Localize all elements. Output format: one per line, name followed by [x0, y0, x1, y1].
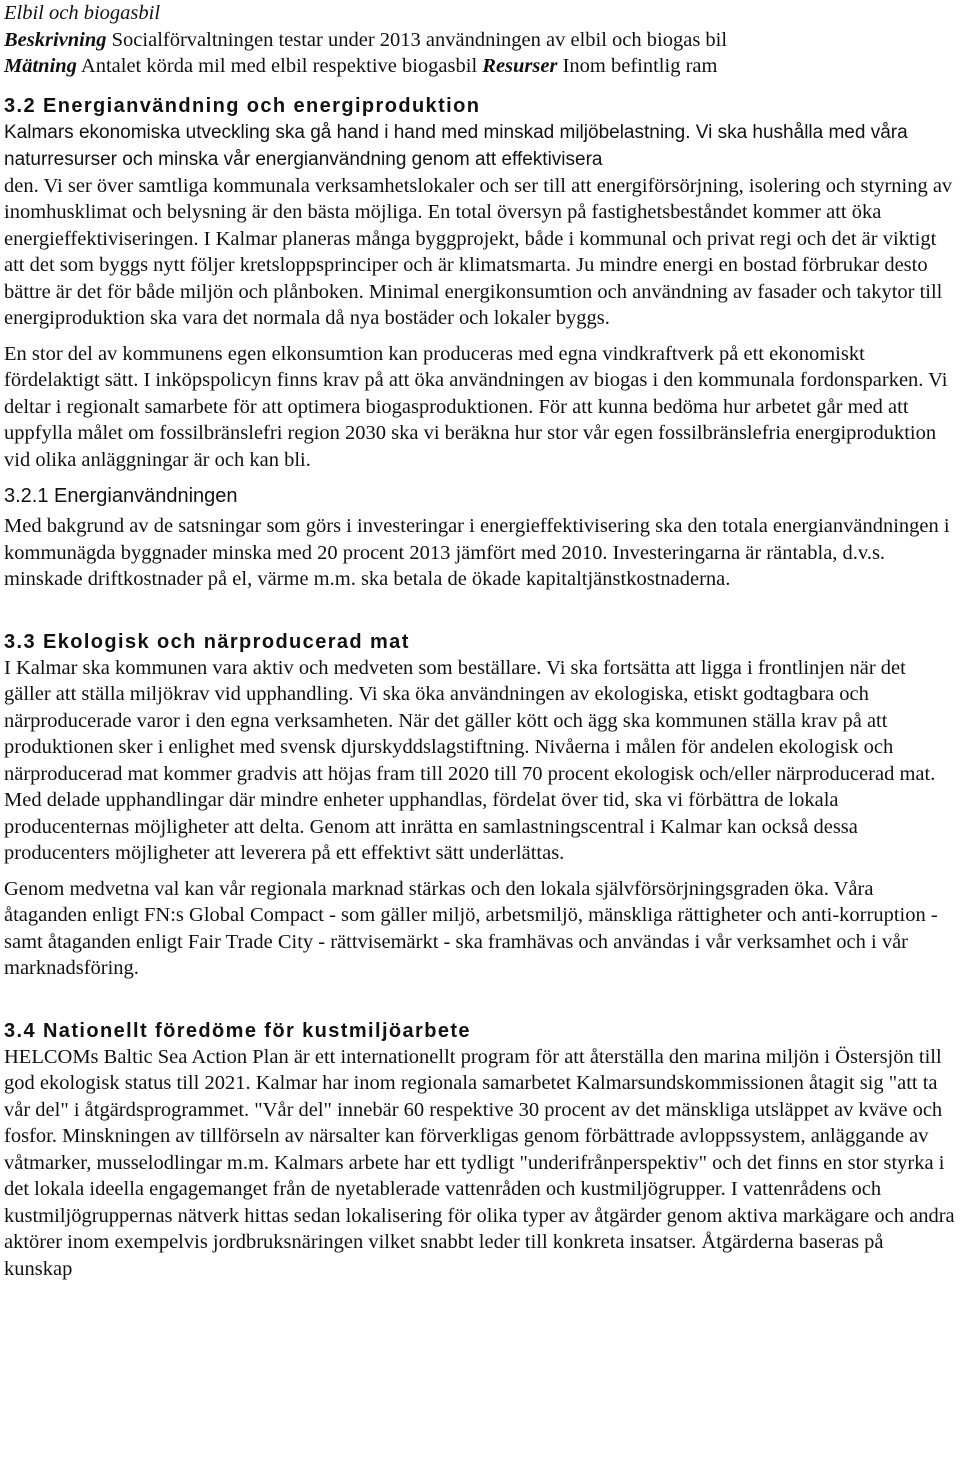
measure-text: Antalet körda mil med elbil respektive biogasbil — [76, 55, 483, 77]
section-3-2-lead: Kalmars ekonomiska utveckling ska gå hand i hand med minskad miljöbelastning. Vi ska hushålla med våra naturresurser och minska vår energianvändning genom att effektivisera — [4, 121, 908, 170]
section-3-2-paragraph-1: den. Vi ser över samtliga kommunala verksamhetslokaler och ser till att energiförsörjning, isolering och styrning av inomhusklimat och belysning är den bästa möjliga. En total översyn på fastighetsbeståndet kommer att öka energieffektiviseringen. I Kalmar planeras många byggprojekt, både i kommunal och privat regi och det är viktigt att det som byggs nytt följer kretsloppsprinciper och är klimatsmarta. Ju mindre energi en bostad förbrukar desto bättre är det för både miljön och plånboken. Minimal energikonsumtion och användning av fasader och takytor till energiproduktion ska vara det normala då nya bostäder och lokaler byggs. — [4, 174, 953, 329]
resources-text: Inom befintlig ram — [557, 55, 718, 77]
project-title: Elbil och biogasbil — [4, 2, 161, 24]
section-3-4-heading: 3.4 Nationellt föredöme för kustmiljöarbete — [4, 1019, 471, 1042]
section-3-2-1-heading: 3.2.1 Energianvändningen — [4, 485, 238, 507]
section-3-2-heading: 3.2 Energianvändning och energiproduktion — [4, 94, 481, 117]
section-3-4-paragraph: HELCOMs Baltic Sea Action Plan är ett internationellt program för att återställa den marina miljön i Östersjön till god ekologisk status till 2021. Kalmar har inom regionala samarbetet Kalmarsundskommissionen åtagit sig "att ta vår del" i åtgärdsprogrammet. "Vår del" innebär 60 respektive 30 procent av det mänskliga utsläppet av kväve och fosfor. Minskningen av tillförseln av närsalter kan förverkligas genom förbättrade avloppssystem, anläggande av våtmarker, musselodlingar m.m. Kalmars arbete har ett tydligt "underifrånperspektiv" och det finns en stor styrka i det lokala ideella engagemanget från de nyetablerade vattenråden och kustmiljögrupper. I vattenrådens och kustmiljögruppernas nätverk hittas sedan lokalisering för olika typer av åtgärder genom aktiva markägare och andra aktörer inom exempelvis jordbruksnäringen vilket snabbt leder till konkreta insatser. Åtgärderna baseras på kunskap — [4, 1045, 955, 1280]
section-3-3-paragraph-2: Genom medvetna val kan vår regionala marknad stärkas och den lokala självförsörjningsgraden öka. Våra åtaganden enligt FN:s Global Compact - som gäller miljö, arbetsmiljö, mänskliga rättigheter och anti-korruption - samt åtaganden enligt Fair Trade City - rättvisemärkt - ska framhävas och användas i vår verksamhet och i vår marknadsföring. — [4, 877, 938, 979]
description-row — [4, 27, 956, 54]
section-3-2-1-paragraph: Med bakgrund av de satsningar som görs i investeringar i energieffektivisering ska den totala energianvändningen i kommunägda byggnader minska med 20 procent 2013 jämfört med 2010. Investeringarna är räntabla, d.v.s. minskade driftkostnader på el, värme m.m. ska betala de ökade kapitaltjänstkostnaderna. — [4, 515, 950, 590]
resources-label: Resurser — [482, 55, 558, 77]
section-3-2-paragraph-2: En stor del av kommunens egen elkonsumtion kan produceras med egna vindkraftverk på ett ekonomiskt fördelaktigt sätt. I inköpspolicyn finns krav på att öka användningen av biogas i den kommunala fordonsparken. Vi deltar i regionalt samarbete för att optimera biogasproduktionen. För att kunna bedöma hur arbetet går med att uppfylla målet om fossilbränslefri region 2030 ska vi beräkna hur stor vår egen fossilbränslefria energiproduktion vid olika anläggningar är och kan bli. — [4, 342, 948, 471]
project-summary — [4, 0, 956, 80]
description-text: Socialförvaltningen testar under 2013 användningen av elbil och biogas bil — [106, 28, 728, 51]
section-3-3-heading: 3.3 Ekologisk och närproducerad mat — [4, 630, 410, 653]
measure-label: Mätning — [4, 55, 77, 77]
measure-row — [4, 53, 956, 80]
section-3-3-paragraph-1: I Kalmar ska kommunen vara aktiv och medveten som beställare. Vi ska fortsätta att ligga i frontlinjen när det gäller att ställa miljökrav vid upphandling. Vi ska öka användningen av ekologiska, etiskt godtagbara och närproducerade varor i den egna verksamheten. När det gäller kött och ägg ska kommunen ställa krav på att produktionen sker i enlighet med svensk djurskyddslagstiftning. Nivåerna i målen för andelen ekologisk och närproducerad mat kommer gradvis att höjas fram till 2020 till 70 procent ekologisk och/eller närproducerad mat. Med delade upphandlingar där mindre enheter upphandlas, fördelat över tid, ska vi förbättra de lokala producenternas möjligheter att delta. Genom att inrätta en samlastningscentral i Kalmar kan också dessa producenters möjligheter att leverera på ett effektivt sätt underlättas. — [4, 656, 936, 864]
description-label: Beskrivning — [4, 28, 107, 51]
